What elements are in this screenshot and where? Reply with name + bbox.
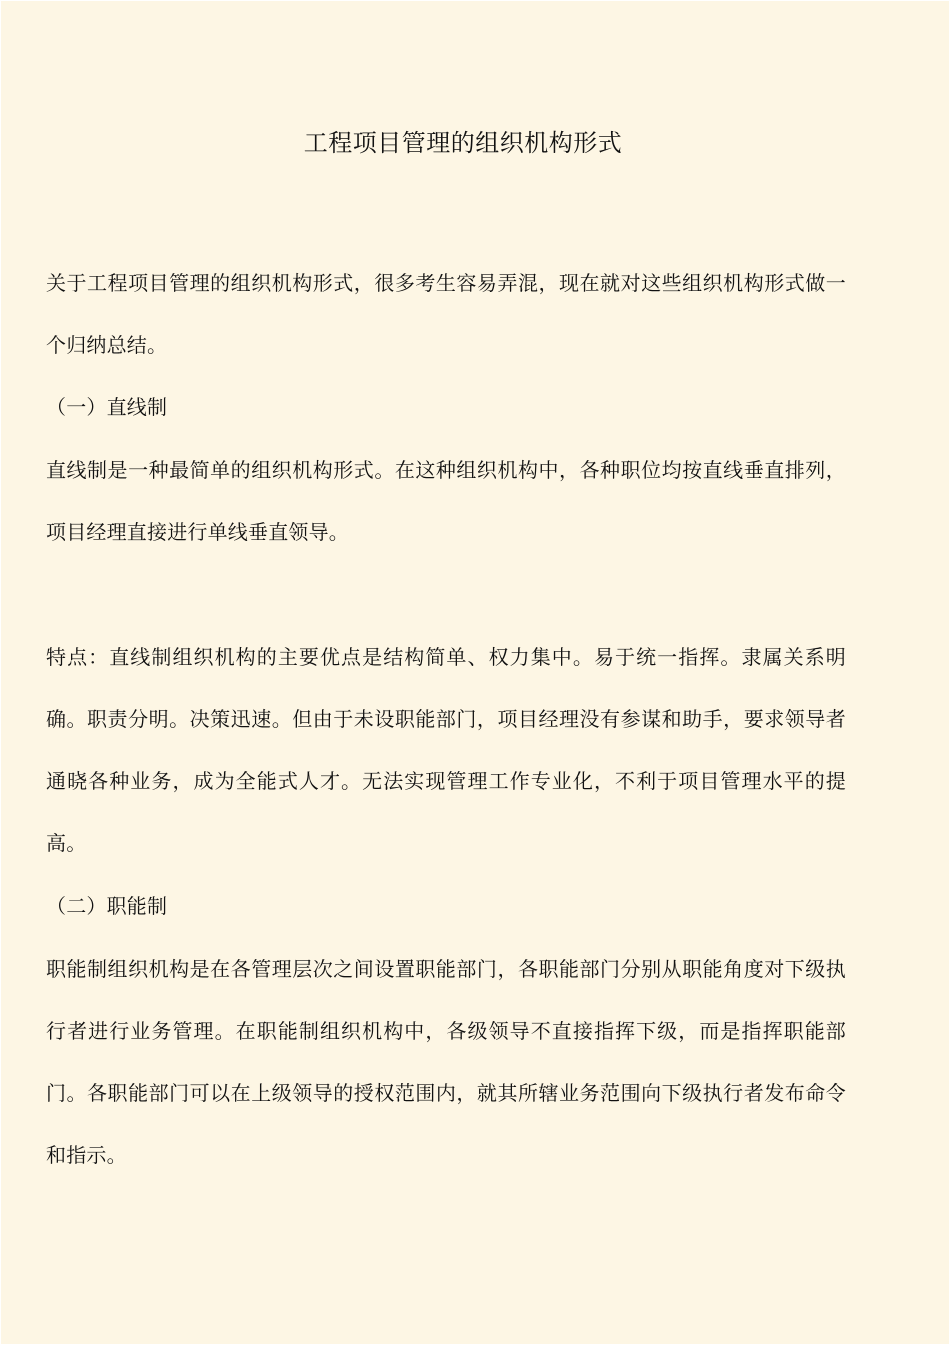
intro-paragraph: 关于工程项目管理的组织机构形式，很多考生容易弄混，现在就对这些组织机构形式做一个归纳总结。 [46,271,846,357]
functional-definition-paragraph: 职能制组织机构是在各管理层次之间设置职能部门，各职能部门分别从职能角度对下级执行者进行业务管理。在职能制组织机构中，各级领导不直接指挥下级，而是指挥职能部门。各职能部门可以在上级领导的授权范围内，就其所辖业务范围向下级执行者发布命令和指示。 [46,957,846,1167]
section-heading-straight-line: （一）直线制 [46,395,168,419]
straight-line-features-paragraph: 特点：直线制组织机构的主要优点是结构简单、权力集中。易于统一指挥。隶属关系明确。职责分明。决策迅速。但由于未设职能部门，项目经理没有参谋和助手，要求领导者通晓各种业务，成为全能式人才。无法实现管理工作专业化，不利于项目管理水平的提高。 [46,645,846,855]
document-page [1,1,949,1344]
document-title: 工程项目管理的组织机构形式 [303,129,623,157]
straight-line-definition-paragraph: 直线制是一种最简单的组织机构形式。在这种组织机构中，各种职位均按直线垂直排列，项目经理直接进行单线垂直领导。 [46,458,846,544]
section-heading-functional: （二）职能制 [46,894,168,918]
